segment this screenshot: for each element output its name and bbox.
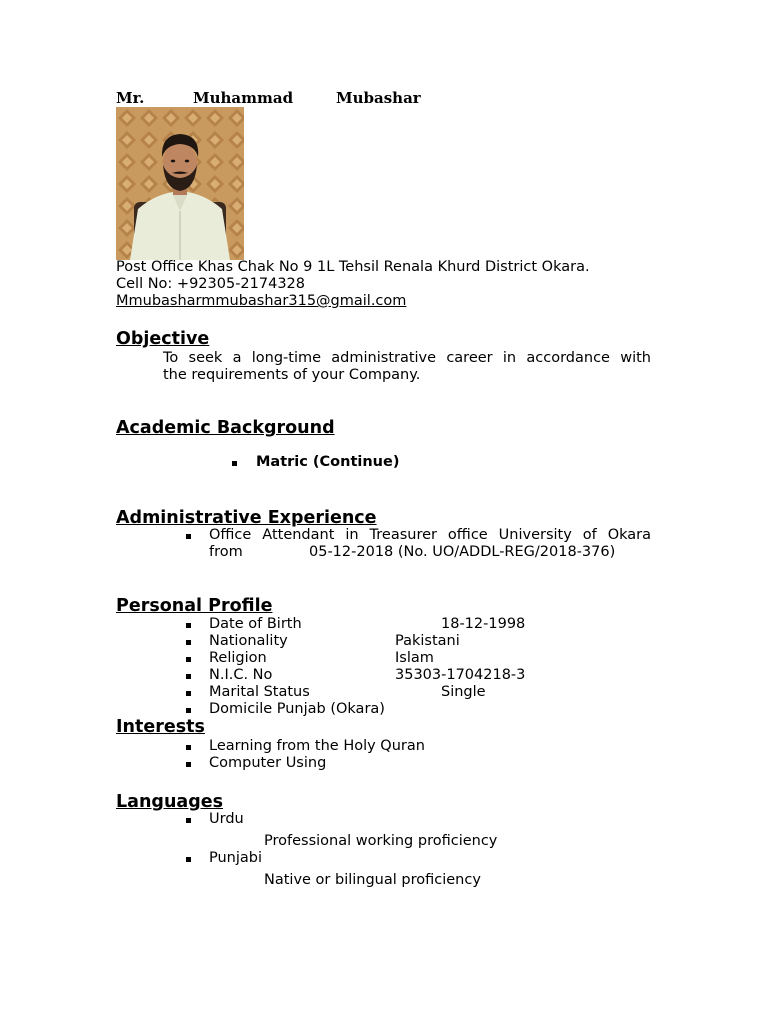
profile-value-nationality: Pakistani: [395, 633, 460, 649]
academic-heading: Academic Background: [116, 418, 335, 438]
bullet-icon: [232, 461, 237, 466]
objective-line-2: the requirements of your Company.: [163, 367, 421, 383]
language-name-urdu: Urdu: [209, 811, 244, 827]
objective-heading: Objective: [116, 329, 210, 349]
profile-label-nic: N.I.C. No: [209, 667, 273, 683]
bullet-icon: [186, 691, 191, 696]
academic-item: Matric (Continue): [256, 454, 400, 470]
bullet-icon: [186, 857, 191, 862]
email-link[interactable]: Mmubasharmmubashar315@gmail.com: [116, 293, 407, 309]
profile-heading: Personal Profile: [116, 596, 273, 616]
bullet-icon: [186, 640, 191, 645]
name-first: Muhammad: [193, 89, 294, 107]
profile-value-religion: Islam: [395, 650, 434, 666]
bullet-icon: [186, 657, 191, 662]
bullet-icon: [186, 818, 191, 823]
profile-label-nationality: Nationality: [209, 633, 288, 649]
address: Post Office Khas Chak No 9 1L Tehsil Renala Khurd District Okara.: [116, 259, 590, 275]
experience-detail: 05-12-2018 (No. UO/ADDL-REG/2018-376): [309, 544, 616, 560]
bullet-icon: [186, 708, 191, 713]
bullet-icon: [186, 674, 191, 679]
profile-value-marital: Single: [441, 684, 486, 700]
profile-value-dob: 18-12-1998: [441, 616, 526, 632]
profile-label-marital: Marital Status: [209, 684, 310, 700]
profile-label-domicile: Domicile Punjab (Okara): [209, 701, 385, 717]
interests-heading: Interests: [116, 717, 205, 737]
profile-label-dob: Date of Birth: [209, 616, 302, 632]
bullet-icon: [186, 623, 191, 628]
experience-line-1: Office Attendant in Treasurer office University of Okara: [209, 527, 651, 543]
profile-value-nic: 35303-1704218-3: [395, 667, 526, 683]
language-level-punjabi: Native or bilingual proficiency: [264, 872, 481, 888]
name-title: Mr.: [116, 89, 145, 107]
language-name-punjabi: Punjabi: [209, 850, 263, 866]
profile-photo: [116, 107, 244, 260]
languages-heading: Languages: [116, 792, 224, 812]
interest-item: Computer Using: [209, 755, 327, 771]
profile-label-religion: Religion: [209, 650, 267, 666]
interest-item: Learning from the Holy Quran: [209, 738, 425, 754]
experience-from: from: [209, 544, 243, 560]
cell-number: Cell No: +92305-2174328: [116, 276, 306, 292]
experience-heading: Administrative Experience: [116, 508, 377, 528]
bullet-icon: [186, 534, 191, 539]
bullet-icon: [186, 762, 191, 767]
language-level-urdu: Professional working proficiency: [264, 833, 498, 849]
name-last: Mubashar: [336, 89, 421, 107]
objective-line-1: To seek a long-time administrative career in accordance with: [163, 350, 651, 366]
bullet-icon: [186, 745, 191, 750]
